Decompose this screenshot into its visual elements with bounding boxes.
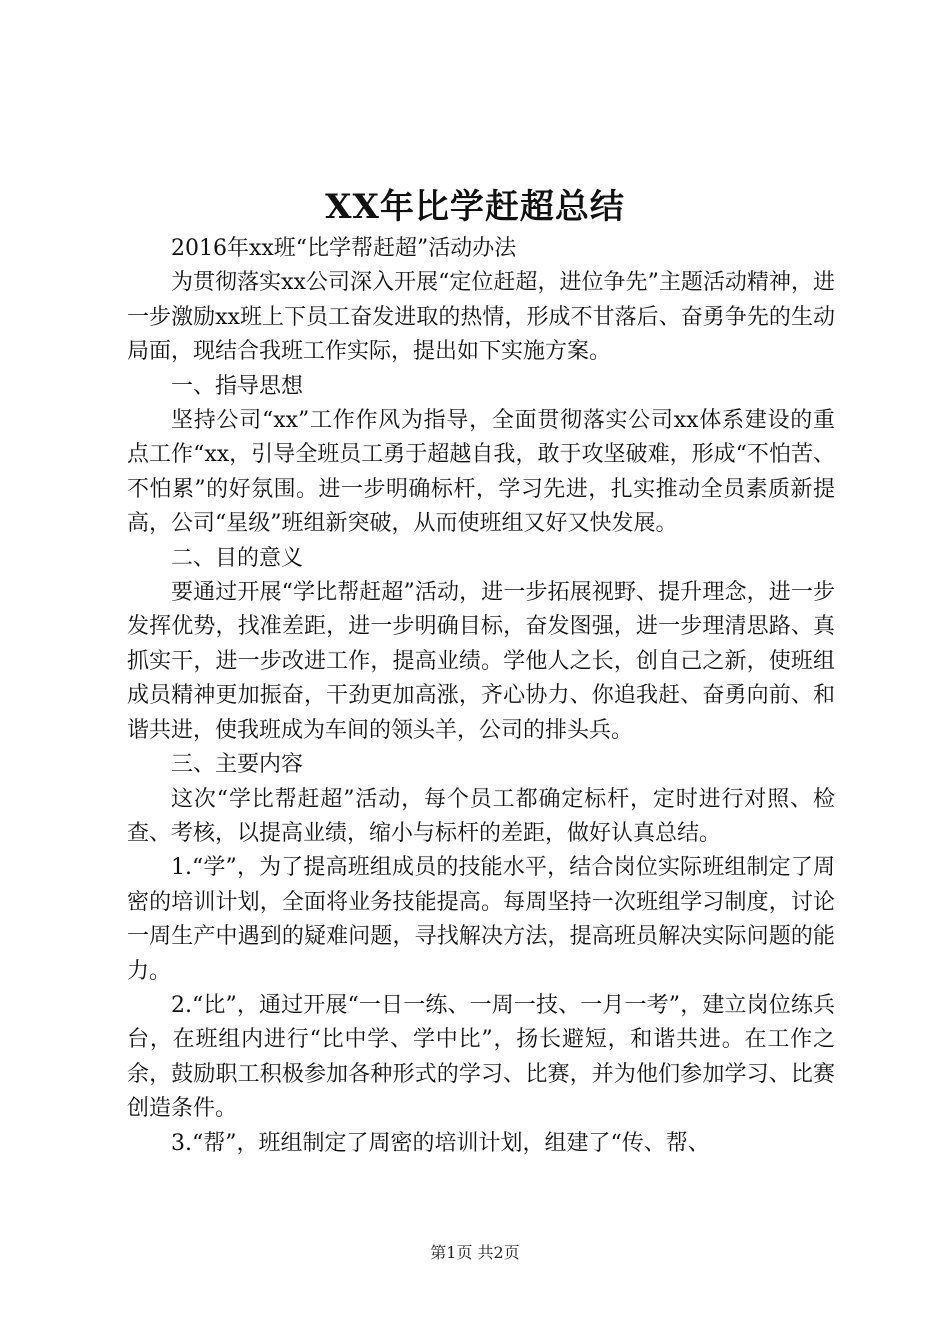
paragraph-main-content: 这次“学比帮赶超”活动，每个员工都确定标杆，定时进行对照、检查、考核，以提高业绩，缩小与标杆的差距，做好认真总结。: [127, 786, 835, 846]
paragraph-item-learn: 1.“学”，为了提高班组成员的技能水平，结合岗位实际班组制定了周密的培训计划，全面将业务技能提高。每周坚持一次班组学习制度，讨论一周生产中遇到的疑难问题，寻找解决方法，提高班员解决实际问题的能力。: [127, 855, 835, 984]
paragraph-purpose: 要通过开展“学比帮赶超”活动，进一步拓展视野、提升理念，进一步发挥优势，找准差距，进一步明确目标，奋发图强，进一步理清思路、真抓实干，进一步改进工作，提高业绩。学他人之长，创自己之新，使班组成员精神更加振奋，干劲更加高涨，齐心协力、你追我赶、奋勇向前、和谐共进，使我班成为车间的领头羊，公司的排头兵。: [127, 580, 835, 743]
paragraph-subtitle: 2016年xx班“比学帮赶超”活动办法: [171, 236, 517, 261]
paragraph-item-compare: 2.“比”，通过开展“一日一练、一周一技、一月一考”，建立岗位练兵台，在班组内进行“比中学、学中比”，扬长避短，和谐共进。在工作之余，鼓励职工积极参加各种形式的学习、比赛，并为他们参加学习、比赛创造条件。: [127, 992, 835, 1122]
paragraph-item-help: 3.“帮”，班组制定了周密的培训计划，组建了“传、帮、: [171, 1130, 710, 1156]
paragraph-guiding-thought: 坚持公司“xx”工作作风为指导，全面贯彻落实公司xx体系建设的重点工作“xx，引导全班员工勇于超越自我，敢于攻坚破难，形成“不怕苦、不怕累”的好氛围。进一步明确标杆，学习先进，扎实推动全员素质新提高，公司“星级”班组新突破，从而使班组又好又快发展。: [127, 408, 835, 537]
paragraph-intro: 为贯彻落实xx公司深入开展“定位赶超，进位争先”主题活动精神，进一步激励xx班上下员工奋发进取的热情，形成不甘落后、奋勇争先的生动局面，现结合我班工作实际，提出如下实施方案。: [127, 270, 835, 365]
page-footer: 第1页 共2页: [430, 1243, 520, 1262]
section-heading-guiding-thought: 一、指导思想: [171, 373, 304, 399]
document-title: XX年比学赶超总结: [325, 187, 625, 227]
section-heading-purpose: 二、目的意义: [171, 545, 304, 571]
document-body: [127, 232, 835, 1161]
section-heading-main-content: 三、主要内容: [171, 752, 304, 778]
